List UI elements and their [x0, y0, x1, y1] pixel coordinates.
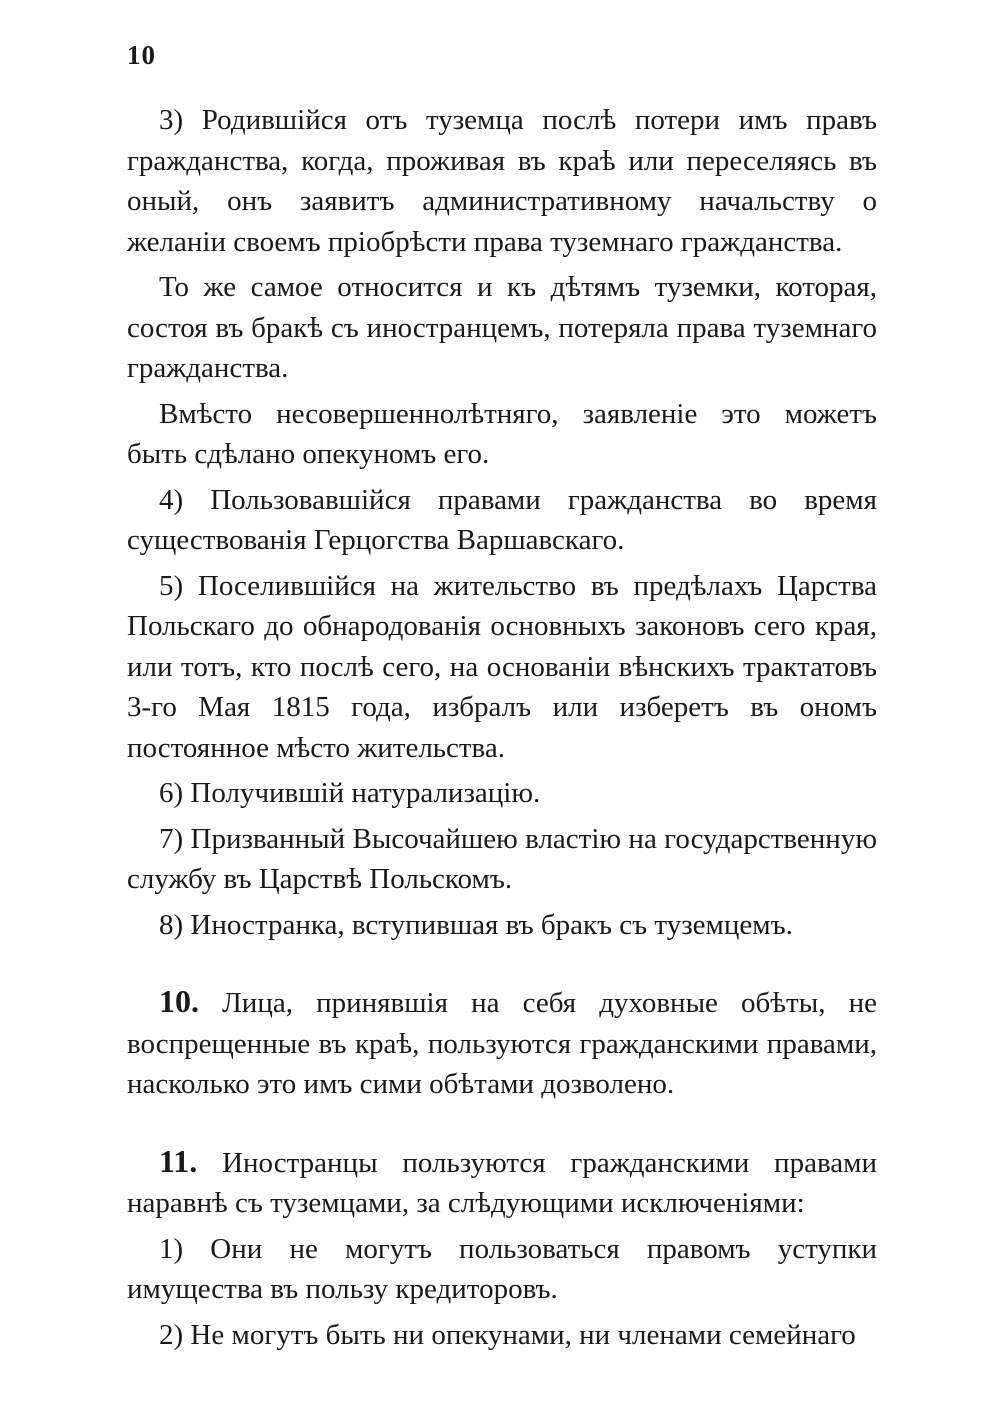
- paragraph-item-6: 6) Получившiй натурализацiю.: [159, 777, 541, 809]
- paragraph-item-4: 4) Пользовавшiйся правами гражданства во время существованiя Герцогства Варшавскаго.: [127, 483, 877, 556]
- article-number: 10.: [159, 983, 199, 1019]
- paragraph-item-7: 7) Призванный Высочайшею властiю на государственную службу въ Царствѣ Польскомъ.: [127, 822, 877, 895]
- article-11: [127, 1141, 877, 1224]
- paragraph-guardian: Вмѣсто несовершеннолѣтняго, заявленiе это можетъ быть сдѣлано опекуномъ его.: [127, 397, 877, 470]
- paragraph-item-5: 5) Поселившiйся на жительство въ предѣлахъ Царства Польскаго до обнародованiя основныхъ законовъ сего края, или тотъ, кто послѣ сего, на основанiи вѣнскихъ трактатовъ 3-го Мая 1815 года, избралъ или изберетъ въ ономъ постоянное мѣсто жительства.: [127, 569, 877, 764]
- article-text: Иностранцы пользуются гражданскими правами наравнѣ съ туземцами, за слѣдующими исключенiями:: [127, 1146, 877, 1219]
- article-text: Лица, принявшiя на себя духовные обѣты, не воспрещенные въ краѣ, пользуются гражданскими правами, насколько это имъ сими обѣтами дозволено.: [127, 987, 877, 1100]
- article-item-2: 2) Не могутъ быть ни опекунами, ни членами семейнаго: [159, 1318, 856, 1351]
- page-number: 10: [127, 40, 156, 70]
- paragraph-item-8: 8) Иностранка, вступившая въ бракъ съ туземцемъ.: [159, 908, 793, 941]
- text-column: [127, 100, 877, 1360]
- article-number: 11.: [159, 1142, 198, 1179]
- paragraph-wife-children: То же самое относится и къ дѣтямъ туземки, которая, состоя въ бракѣ съ иностранцемъ, потеряла права туземнаго гражданства.: [127, 271, 877, 384]
- paragraph-item-3: 3) Родившiйся отъ туземца послѣ потери имъ правъ гражданства, когда, проживая въ краѣ или переселяясь въ оный, онъ заявитъ административному начальству о желанiи своемъ прiобрѣсти права туземнаго гражданства.: [127, 104, 877, 258]
- article-item-1: 1) Они не могутъ пользоваться правомъ уступки имущества въ пользу кредиторовъ.: [127, 1232, 877, 1305]
- article-10: [127, 981, 877, 1105]
